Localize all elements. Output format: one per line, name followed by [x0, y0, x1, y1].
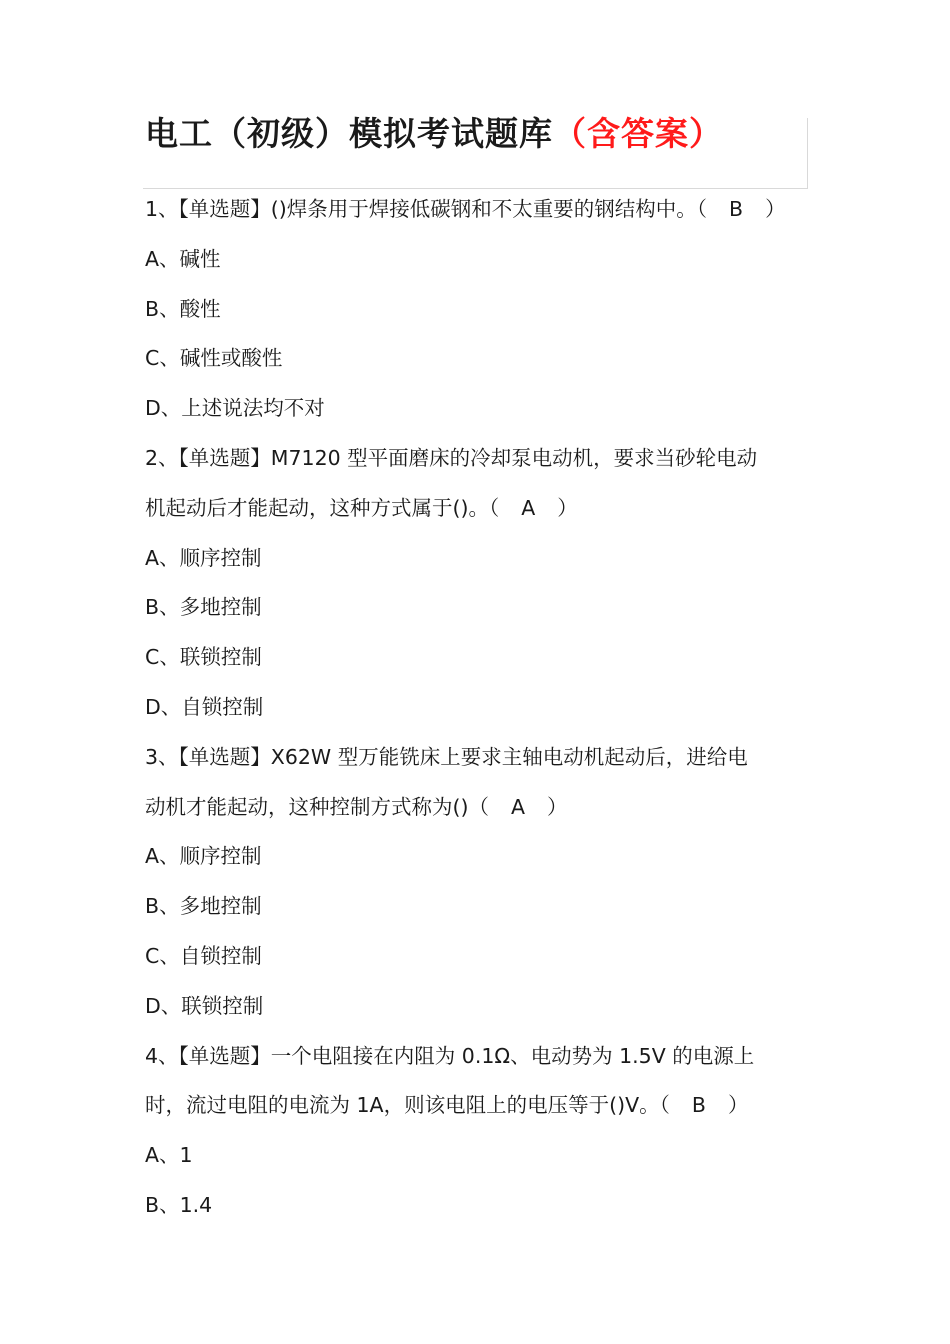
option-c: C、碱性或酸性 [145, 346, 283, 371]
question-2 [145, 434, 810, 733]
page-title [145, 112, 723, 156]
answer-key: A [511, 794, 526, 819]
answer-key: B [691, 1093, 706, 1118]
question-stem-continued: 动机才能起动，这种控制方式称为()（ A ） [145, 783, 810, 833]
option-a: A、顺序控制 [145, 844, 262, 869]
question-stem-continued: 机起动后才能起动，这种方式属于()。（ A ） [145, 484, 810, 534]
option-d: D、联锁控制 [145, 993, 264, 1018]
option-d: D、上述说法均不对 [145, 396, 325, 421]
question-stem: 1、【单选题】()焊条用于焊接低碳钢和不太重要的钢结构中。（ B ） [145, 185, 810, 235]
answer-key: A [521, 495, 536, 520]
option-b: B、1.4 [145, 1192, 213, 1217]
option-b: B、多地控制 [145, 595, 262, 620]
option-c: C、联锁控制 [145, 645, 262, 670]
title-main: 电工（初级）模拟考试题库 [145, 114, 553, 153]
question-stem: 3、【单选题】X62W 型万能铣床上要求主轴电动机起动后，进给电 [145, 744, 748, 769]
option-a: A、顺序控制 [145, 545, 262, 570]
question-4 [145, 1032, 810, 1231]
title-accent: （含答案） [553, 114, 723, 153]
question-stem: 4、【单选题】一个电阻接在内阻为 0.1Ω、电动势为 1.5V 的电源上 [145, 1043, 755, 1068]
question-stem: 2、【单选题】M7120 型平面磨床的冷却泵电动机，要求当砂轮电动 [145, 445, 758, 470]
option-a: A、1 [145, 1143, 193, 1168]
question-stem-continued: 时，流过电阻的电流为 1A，则该电阻上的电压等于()V。（ B ） [145, 1081, 810, 1131]
question-3 [145, 733, 810, 1032]
option-d: D、自锁控制 [145, 694, 264, 719]
answer-key: B [729, 197, 744, 221]
option-b: B、多地控制 [145, 894, 262, 919]
option-b: B、酸性 [145, 296, 221, 321]
option-c: C、自锁控制 [145, 943, 262, 968]
option-a: A、碱性 [145, 246, 221, 271]
question-1 [145, 185, 810, 434]
question-list [145, 185, 810, 1231]
